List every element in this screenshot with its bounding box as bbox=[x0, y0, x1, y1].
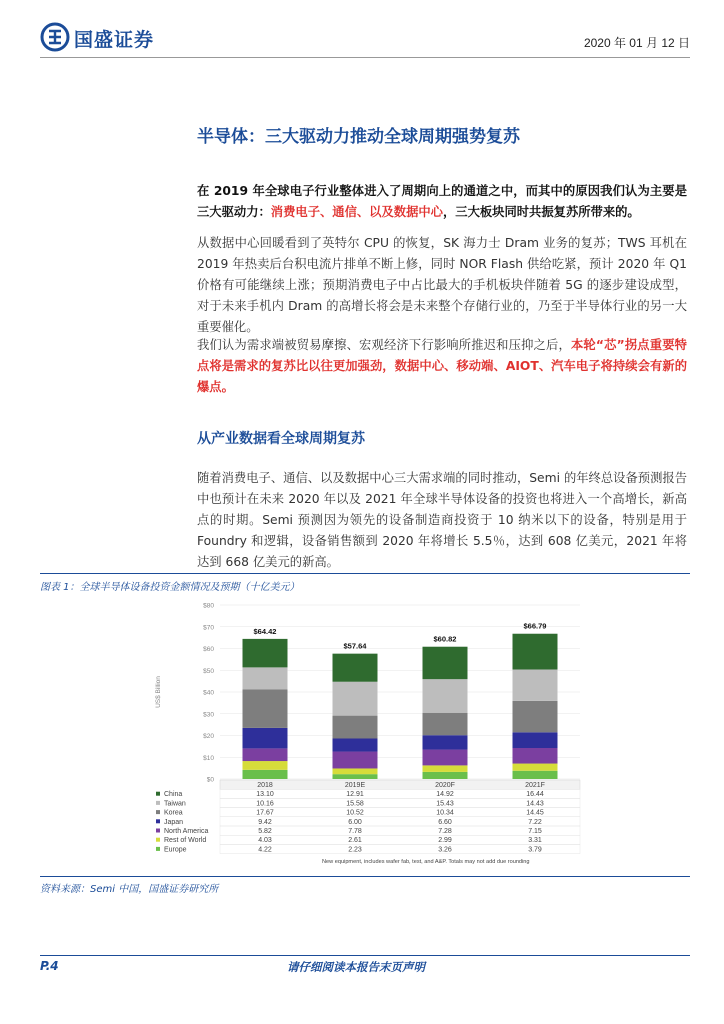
bar-segment-taiwan bbox=[423, 679, 468, 713]
bar-segment-japan bbox=[243, 728, 288, 748]
legend-swatch bbox=[156, 801, 160, 805]
bar-total-label: $60.82 bbox=[433, 634, 457, 644]
table-cell: 9.42 bbox=[258, 818, 272, 826]
bar-segment-north-america bbox=[423, 750, 468, 766]
legend-label: Rest of World bbox=[164, 837, 207, 845]
legend-swatch bbox=[156, 792, 160, 796]
table-cell: 12.91 bbox=[346, 791, 364, 799]
table-cell: 4.03 bbox=[258, 837, 272, 845]
x-category-label: 2021F bbox=[525, 782, 545, 789]
table-row bbox=[220, 835, 580, 844]
table-cell: 10.52 bbox=[346, 809, 364, 817]
legend-label: North America bbox=[164, 828, 209, 835]
bar-segment-korea bbox=[423, 713, 468, 735]
y-tick-label: $70 bbox=[203, 624, 214, 632]
y-tick-label: $50 bbox=[203, 667, 214, 675]
table-cell: 14.43 bbox=[526, 800, 544, 808]
bar-segment-taiwan bbox=[243, 667, 288, 689]
table-cell: 7.15 bbox=[528, 828, 542, 835]
legend-label: China bbox=[164, 791, 183, 799]
bar-segment-europe bbox=[423, 772, 468, 779]
paragraph-3-highlight: 本轮“芯”拐点重要特点将是需求的复苏比以往更加强劲，数据中心、移动端、AIOT、汽车电子将持续会有新的爆点。 bbox=[197, 338, 687, 394]
table-cell: 7.22 bbox=[528, 818, 542, 826]
y-tick-label: $60 bbox=[203, 646, 214, 653]
bar-segment-korea bbox=[333, 716, 378, 739]
bar-segment-europe bbox=[243, 770, 288, 779]
x-category-label: 2019E bbox=[344, 782, 366, 789]
table-cell: 15.43 bbox=[436, 800, 454, 808]
bar-segment-china bbox=[423, 647, 468, 679]
paragraph-1 bbox=[197, 181, 687, 223]
legend-swatch bbox=[156, 819, 160, 823]
table-cell: 3.79 bbox=[528, 846, 542, 854]
bar-segment-china bbox=[243, 639, 288, 667]
bar-segment-japan bbox=[333, 739, 378, 752]
paragraph-2: 从数据中心回暖看到了英特尔 CPU 的恢复，SK 海力士 Dram 业务的复苏；TWS 耳机在 2019 年热卖后台积电流片排单不断上修，同时 NOR Flash 供给吃紧，预计 2020 年 Q1 价格有可能继续上涨；预期消费电子中占比最大的手机板块伴随着 5G 的逐步建设成型，对于未来手机内 Dram 的高增长将会是未来整个存储行业的，乃至于半导体行业的另一大重要催化。 bbox=[197, 236, 687, 334]
legend-label: Europe bbox=[164, 846, 187, 854]
figure-source: 资料来源：Semi 中国，国盛证券研究所 bbox=[40, 884, 219, 895]
table-cell: 4.22 bbox=[258, 846, 272, 854]
paragraph-1-text-b: ，三大板块同时共振复苏所带来的。 bbox=[442, 205, 640, 219]
y-tick-label: $30 bbox=[203, 711, 214, 719]
y-axis-label: US$ Billion bbox=[155, 676, 162, 708]
figure-caption bbox=[40, 573, 690, 593]
bar-segment-north-america bbox=[333, 752, 378, 769]
legend-swatch bbox=[156, 847, 160, 851]
bar-segment-europe bbox=[513, 771, 558, 779]
table-cell: 14.92 bbox=[436, 791, 454, 799]
x-category-label: 2018 bbox=[257, 782, 273, 789]
paragraph-4: 随着消费电子、通信、以及数据中心三大需求端的同时推动，Semi 的年终总设备预测报告中也预计在未来 2020 年以及 2021 年全球半导体设备的投资也将进入一个高增长，新高点的时期。Semi 预测因为领先的设备制造商投资于 10 纳米以下的设备，特别是用于 Foundry 和逻辑，设备销售额到 2020 年将增长 5.5％，达到 608 亿美元，2021 年将达到 668 亿美元的新高。 bbox=[197, 471, 687, 569]
bar-total-label: $64.42 bbox=[253, 626, 277, 636]
section-title: 半导体：三大驱动力推动全球周期强势复苏 bbox=[197, 127, 520, 147]
y-tick-label: $40 bbox=[203, 689, 214, 697]
table-cell: 14.45 bbox=[526, 809, 544, 817]
bar-total-label: $66.79 bbox=[523, 621, 547, 631]
bar-segment-taiwan bbox=[333, 682, 378, 716]
table-cell: 2.99 bbox=[438, 837, 452, 845]
paragraph-1-text-a: 在 2019 年全球电子行业整体进入了周期向上的通道之中，而其中的原因我们认为主要是三大驱动力： bbox=[197, 184, 687, 219]
x-category-label: 2020F bbox=[435, 782, 455, 789]
table-row bbox=[220, 844, 580, 853]
company-logo bbox=[40, 20, 180, 54]
figure-caption-text: 图表 1：全球半导体设备投资金额情况及预期（十亿美元） bbox=[40, 582, 300, 593]
legend-label: Taiwan bbox=[164, 800, 186, 808]
bar-segment-north-america bbox=[243, 748, 288, 761]
bar-segment-korea bbox=[513, 701, 558, 732]
chart-footnote: New equipment, includes wafer fab, test, and A&P. Totals may not add due rounding bbox=[322, 859, 530, 865]
bar-segment-china bbox=[513, 634, 558, 670]
y-tick-label: $20 bbox=[203, 733, 214, 740]
table-cell: 10.16 bbox=[256, 800, 274, 808]
bar-segment-korea bbox=[243, 689, 288, 727]
bar-segment-rest-of-world bbox=[423, 765, 468, 772]
bar-segment-japan bbox=[513, 732, 558, 748]
table-cell: 7.78 bbox=[348, 828, 362, 835]
footer-divider bbox=[40, 955, 690, 956]
bar-segment-rest-of-world bbox=[243, 761, 288, 770]
table-cell: 2.23 bbox=[348, 846, 362, 854]
table-cell: 7.28 bbox=[438, 828, 452, 835]
bar-segment-europe bbox=[333, 774, 378, 779]
table-cell: 6.60 bbox=[438, 818, 452, 826]
table-cell: 15.58 bbox=[346, 800, 364, 808]
bar-segment-north-america bbox=[513, 748, 558, 764]
y-tick-label: $10 bbox=[203, 754, 214, 762]
page-number: P.4 bbox=[40, 959, 59, 973]
paragraph-3-text: 我们认为需求端被贸易摩擦、宏观经济下行影响所推迟和压抑之后， bbox=[197, 338, 571, 352]
legend-swatch bbox=[156, 829, 160, 833]
table-cell: 3.31 bbox=[528, 837, 542, 845]
table-cell: 3.26 bbox=[438, 846, 452, 854]
sub-section-title: 从产业数据看全球周期复苏 bbox=[197, 431, 365, 447]
table-cell: 5.82 bbox=[258, 828, 272, 835]
paragraph-3 bbox=[197, 335, 687, 398]
disclaimer-note: 请仔细阅读本报告末页声明 bbox=[287, 960, 425, 974]
equipment-investment-chart bbox=[150, 595, 590, 867]
table-cell: 2.61 bbox=[348, 837, 362, 845]
y-tick-label: $0 bbox=[206, 776, 214, 784]
bar-segment-rest-of-world bbox=[333, 768, 378, 774]
legend-label: Korea bbox=[164, 809, 183, 817]
legend-label: Japan bbox=[164, 818, 184, 826]
legend-swatch bbox=[156, 838, 160, 842]
logo-mark-icon bbox=[40, 22, 70, 52]
bar-segment-china bbox=[333, 654, 378, 682]
bar-segment-rest-of-world bbox=[513, 764, 558, 771]
table-cell: 6.00 bbox=[348, 818, 362, 826]
bar-segment-taiwan bbox=[513, 669, 558, 700]
legend-swatch bbox=[156, 810, 160, 814]
table-cell: 10.34 bbox=[436, 809, 454, 817]
paragraph-1-highlight: 消费电子、通信、以及数据中心 bbox=[270, 205, 443, 219]
table-cell: 13.10 bbox=[256, 791, 274, 799]
table-row bbox=[220, 817, 580, 826]
report-date: 2020 年 01 月 12 日 bbox=[583, 36, 690, 50]
bar-segment-japan bbox=[423, 735, 468, 749]
brand-name: 国盛证券 bbox=[74, 29, 155, 51]
figure-divider bbox=[40, 876, 690, 877]
bar-total-label: $57.64 bbox=[343, 641, 367, 651]
y-tick-label: $80 bbox=[203, 602, 214, 610]
table-row bbox=[220, 826, 580, 835]
table-cell: 16.44 bbox=[526, 791, 544, 799]
table-cell: 17.67 bbox=[256, 809, 274, 817]
page-header bbox=[40, 18, 690, 58]
